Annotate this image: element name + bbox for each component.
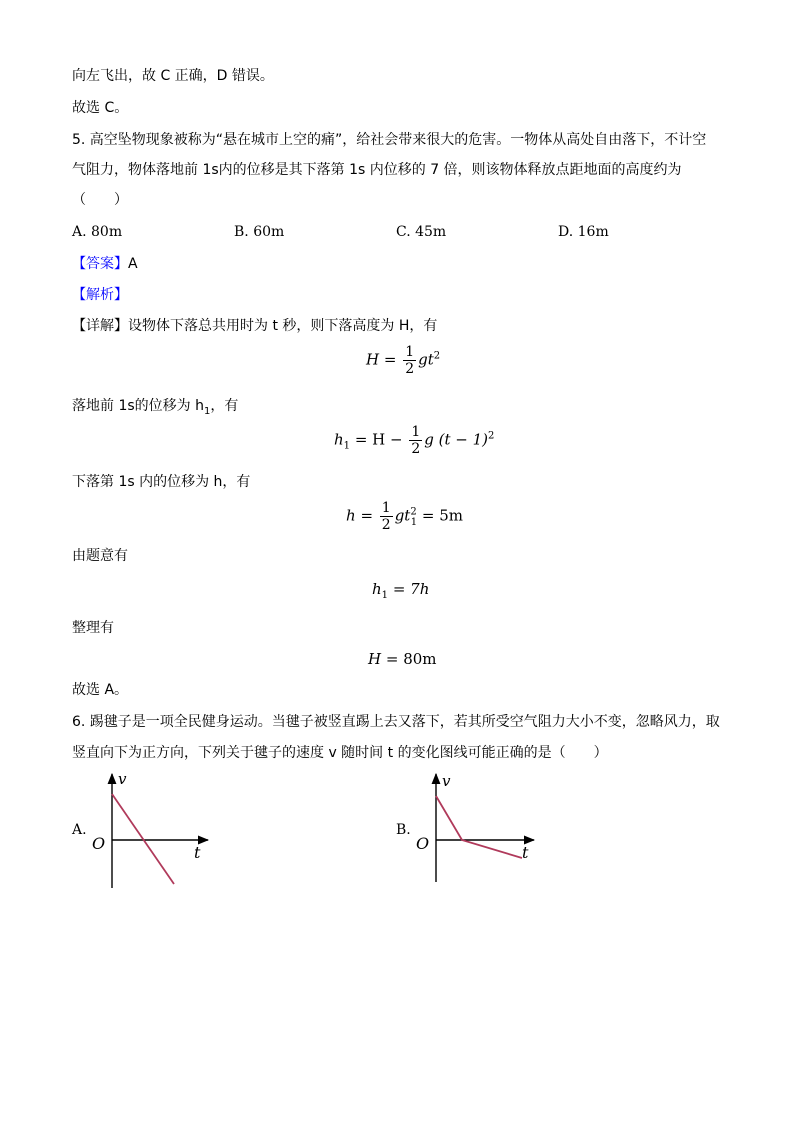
q6-stem-line-1: 6. 踢毽子是一项全民健身运动。当毽子被竖直踢上去又落下，若其所受空气阻力大小不变，忽略风力，取 [72,714,720,730]
graph-b-y-label: v [442,772,451,790]
equation-3: h = $\frac{1}{2}$ $gt^2_1 = 5m$ [346,500,463,533]
equation-4: $h_1 = 7h$ [372,580,430,601]
graph-a-y-label: v [118,770,127,788]
equation-1: H = $\frac{1}{2}$ $gt^2$ [366,344,441,377]
answer-tag: 【答案】 [72,256,128,272]
answer-value: A [128,256,138,272]
fraction: $\frac{1}{2}$ [381,500,391,533]
q5-answer-line [72,254,138,274]
q5-option-b: B. 60m [234,224,285,240]
q5-stem-line-1: 5. 高空坠物现象被称为“悬在城市上空的痛”，给社会带来很大的危害。一物体从高处自由落下，不计空 [72,132,707,148]
q5-text-5: 整理有 [72,620,114,636]
detail-text: 设物体下落总共用时为 t 秒，则下落高度为 H，有 [128,318,438,334]
graph-b-x-label: t [522,843,529,862]
q5-analysis-line [72,285,128,305]
q5-stem-line-3: （ ） [72,192,128,208]
graph-a-velocity-line [112,794,174,884]
q5-conclusion: 故选 A。 [72,682,129,698]
graph-b-velocity-line [436,796,522,858]
intro-line-1: 向左飞出，故 C 正确，D 错误。 [72,68,274,84]
graph-b-label: B. [396,822,411,838]
fraction: $\frac{1}{2}$ [411,424,421,457]
graph-a-label: A. [72,822,87,838]
q6-stem-line-2: 竖直向下为正方向，下列关于毽子的速度 v 随时间 t 的变化图线可能正确的是（ ） [72,745,608,761]
graph-b [410,768,542,888]
equation-2: $h_1 = H$ − $\frac{1}{2}$ g $(t - 1)^2$ [334,424,495,457]
q5-detail-line [72,316,437,336]
graph-a-origin-label: O [92,834,106,853]
graph-a [86,768,216,892]
analysis-tag: 【解析】 [72,287,128,303]
fraction: $\frac{1}{2}$ [405,344,415,377]
q5-text-3: 下落第 1s 内的位移为 h，有 [72,474,251,490]
intro-line-2: 故选 C。 [72,100,129,116]
graph-b-origin-label: O [416,834,430,853]
q5-text-2: 落地前 1s的位移为 $h_1$，有 [72,398,239,417]
q5-option-d: D. 16m [558,224,609,240]
q5-option-a: A. 80m [72,224,123,240]
equation-5: H = 80m [368,650,437,668]
q5-option-c: C. 45m [396,224,447,240]
q5-text-4: 由题意有 [72,548,128,564]
detail-tag: 【详解】 [72,318,128,334]
q5-stem-line-2: 气阻力，物体落地前 1s内的位移是其下落第 1s 内位移的 7 倍，则该物体释放点距地面的高度约为 [72,162,682,178]
graph-a-x-label: t [194,843,201,862]
